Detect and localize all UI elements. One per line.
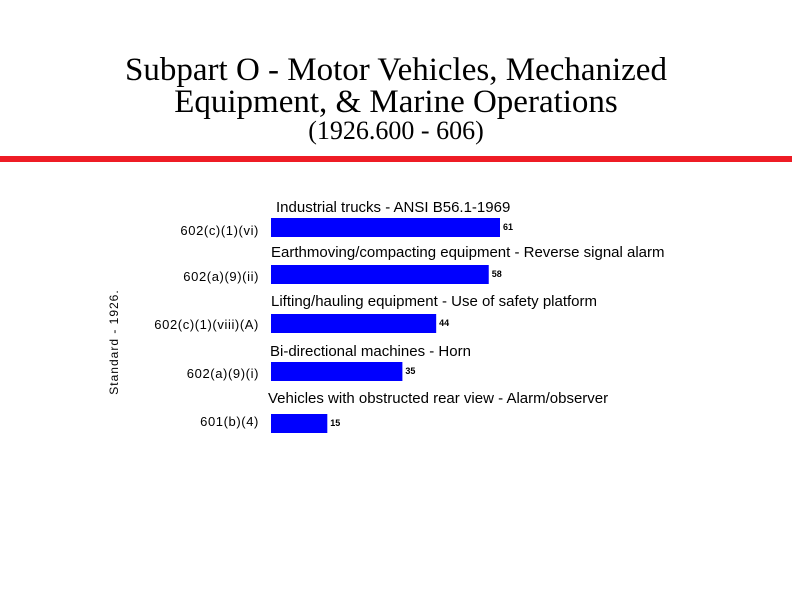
- category-tick-label: 602(c)(1)(viii)(A): [154, 317, 259, 332]
- bar-value-label: 35: [405, 366, 416, 376]
- slide-title-line-1: Subpart O - Motor Vehicles, Mechanized: [125, 52, 667, 88]
- category-tick-label: 602(a)(9)(i): [186, 366, 259, 381]
- bar: [271, 265, 489, 284]
- y-axis-label: Standard - 1926.: [107, 289, 121, 395]
- bar-description-label: Industrial trucks - ANSI B56.1-1969: [276, 199, 511, 216]
- bar-value-label: 61: [503, 222, 514, 232]
- category-tick-label: 602(a)(9)(ii): [183, 269, 259, 284]
- slide-title-line-3: (1926.600 - 606): [308, 116, 484, 145]
- bar-description-label: Earthmoving/compacting equipment - Reverse signal alarm: [271, 244, 665, 261]
- bar: [271, 218, 500, 237]
- bar: [271, 362, 402, 381]
- bar-value-label: 58: [491, 269, 502, 279]
- category-tick-label: 602(c)(1)(vi): [180, 223, 259, 238]
- bar-description-label: Vehicles with obstructed rear view - Alarm/observer: [268, 390, 609, 407]
- category-tick-label: 601(b)(4): [200, 414, 259, 429]
- bar: [271, 414, 327, 433]
- bar-value-label: 15: [330, 418, 341, 428]
- bar-description-label: Bi-directional machines - Horn: [270, 343, 471, 360]
- bar-description-label: Lifting/hauling equipment - Use of safety platform: [271, 293, 598, 310]
- slide-title-line-2: Equipment, & Marine Operations: [174, 84, 618, 120]
- bar-value-label: 44: [439, 318, 450, 328]
- bar: [271, 314, 436, 333]
